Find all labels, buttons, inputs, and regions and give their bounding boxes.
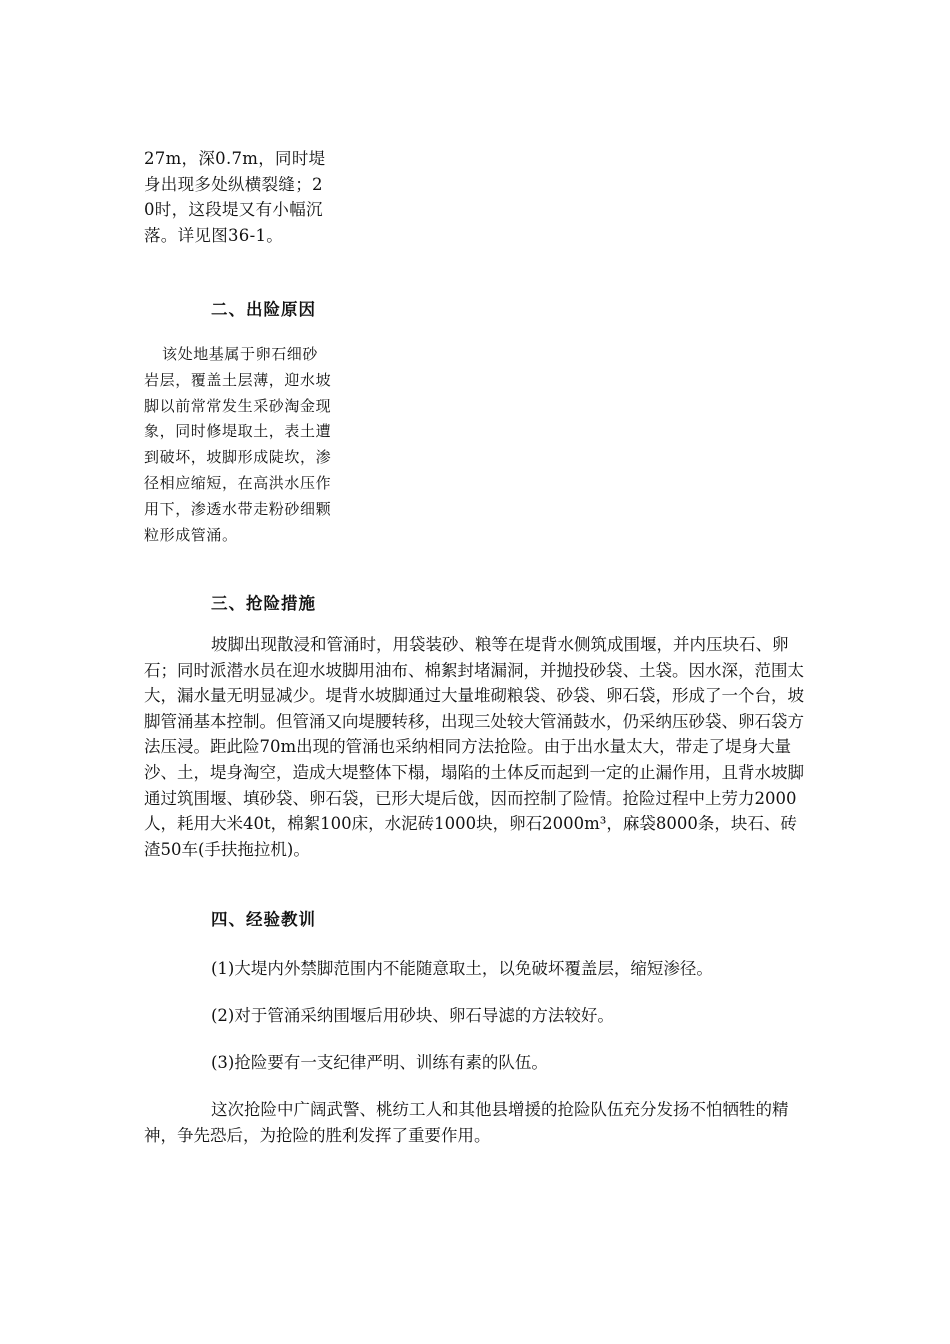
- section-heading-cause: 二、出险原因: [211, 300, 316, 319]
- column-paragraph-continuation: 27m，深0.7m，同时堤身出现多处纵横裂缝；20时，这段堤又有小幅沉落。详见图36-1。: [144, 149, 326, 245]
- lesson-item-2: (2)对于管涌采纳围堰后用砂块、卵石导滤的方法较好。: [211, 1006, 614, 1025]
- paragraph-measures: 坡脚出现散浸和管涌时，用袋装砂、粮等在堤背水侧筑成围堰，并内压块石、卵石；同时派潜水员在迎水坡脚用油布、棉絮封堵漏洞，并抛投砂袋、土袋。因水深，范围太大，漏水量无明显减少。堤背水坡脚通过大量堆砌粮袋、砂袋、卵石袋，形成了一个台，坡脚管涌基本控制。但管涌又向堤腰转移，出现三处较大管涌鼓水，仍采纳压砂袋、卵石袋方法压浸。距此险70m出现的管涌也采纳相同方法抢险。由于出水量太大，带走了堤身大量沙、土，堤身淘空，造成大堤整体下榻，塌陷的土体反而起到一定的止漏作用，且背水坡脚通过筑围堰、填砂袋、卵石袋，已形大堤后戗，因而控制了险情。抢险过程中上劳力2000人，耗用大米40t，棉絮100床，水泥砖1000块，卵石2000m³，麻袋8000条，块石、砖渣50车(手扶拖拉机)。: [144, 635, 804, 859]
- section-heading-measures: 三、抢险措施: [211, 594, 316, 613]
- lesson-item-3: (3)抢险要有一支纪律严明、训练有素的队伍。: [211, 1053, 548, 1072]
- column-paragraph-cause: 该处地基属于卵石细砂岩层，覆盖土层薄，迎水坡脚以前常常发生采砂淘金现象，同时修堤取土，表土遭到破坏，坡脚形成陡坎，渗径相应缩短，在高洪水压作用下，渗透水带走粉砂细颗粒形成管涌。: [144, 345, 332, 544]
- paragraph-closing: 这次抢险中广阔武警、桃纺工人和其他县增援的抢险队伍充分发扬不怕牺牲的精神，争先恐后，为抢险的胜利发挥了重要作用。: [144, 1100, 789, 1145]
- lesson-item-1: (1)大堤内外禁脚范围内不能随意取土，以免破坏覆盖层，缩短渗径。: [211, 959, 713, 978]
- section-heading-lessons: 四、经验教训: [211, 910, 316, 929]
